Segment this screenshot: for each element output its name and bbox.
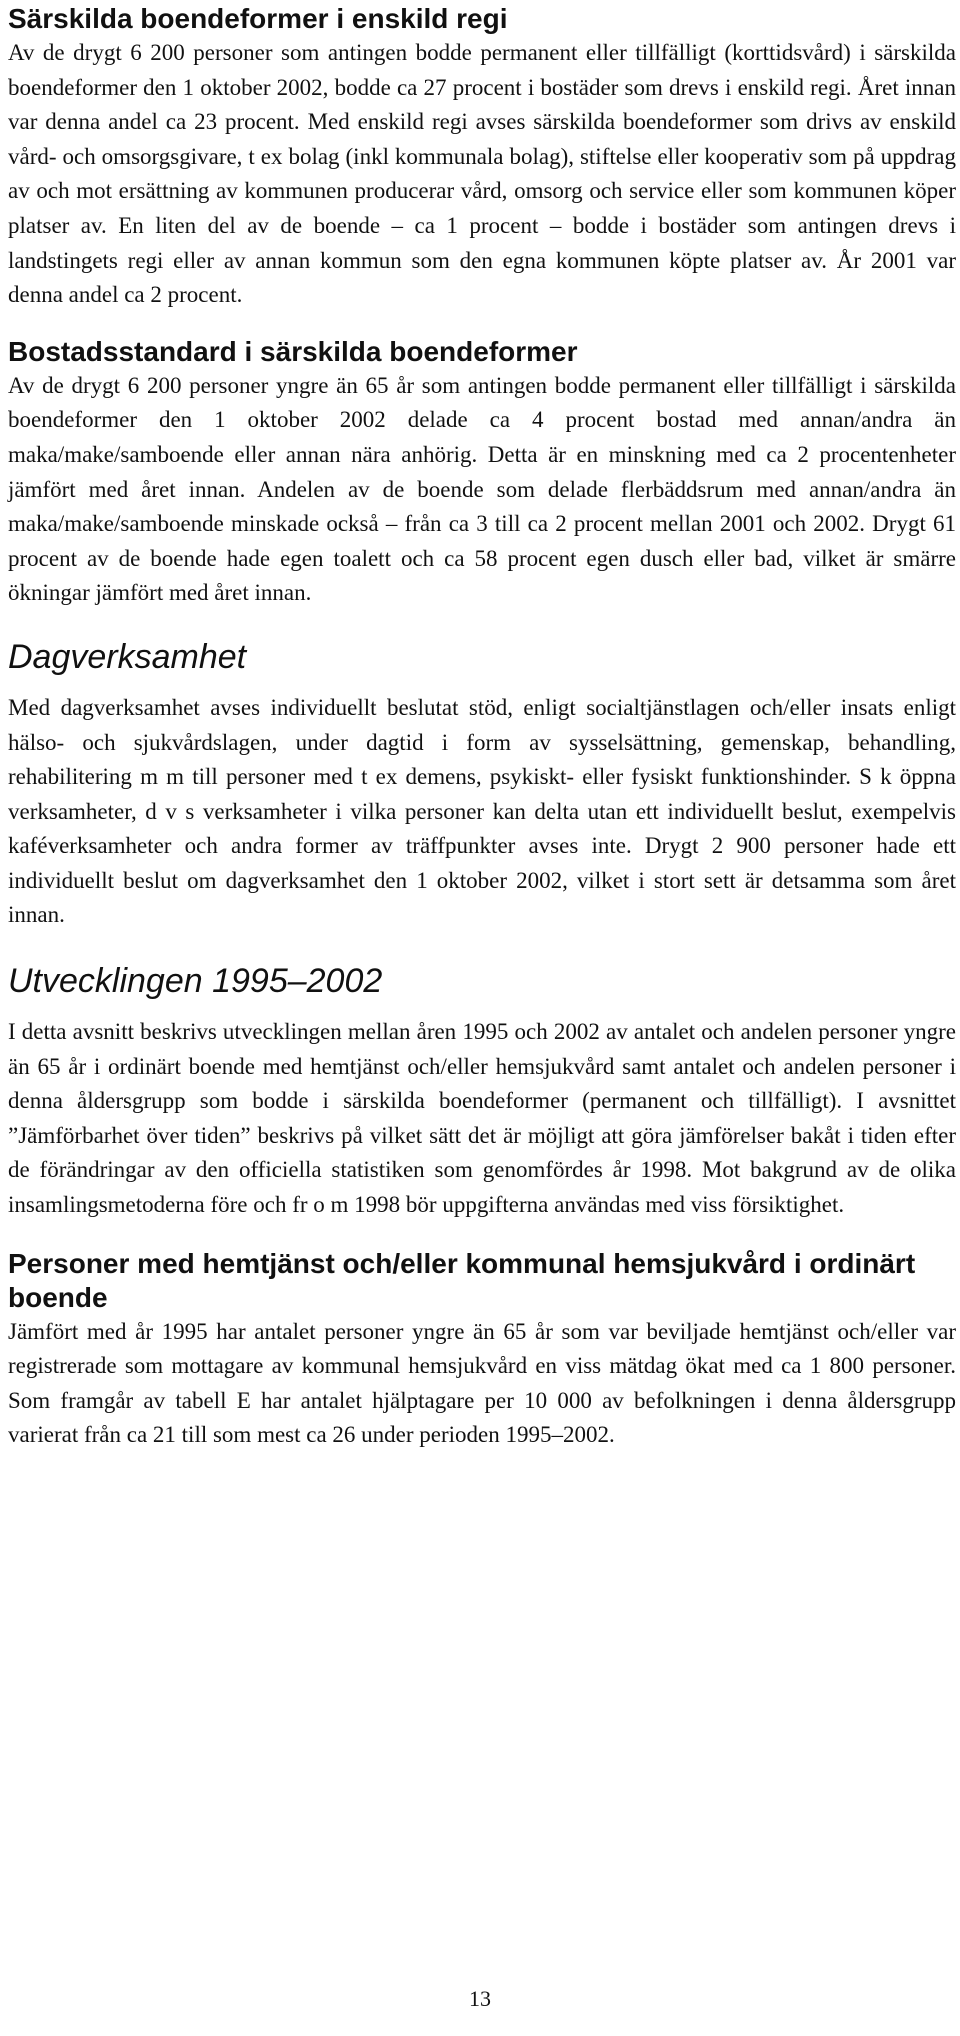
section-paragraph: Med dagverksamhet avses individuellt beslutat stöd, enligt socialtjänstlagen och/eller insats enligt hälso- och sjukvårdslagen, under dagtid i form av sysselsättning, gemenskap, behandling, rehabilitering m m till personer med t ex demens, psykiskt- eller fysiskt funktionshinder. S k öppna verksamheter, d v s verksamheter i vilka personer kan delta utan ett individuellt beslut, exempelvis kaféverksamheter och andra former av träffpunkter avses inte. Drygt 2 900 personer hade ett individuellt beslut om dagverksamhet den 1 oktober 2002, vilket i stort sett är detsamma som året innan.	[8, 694, 956, 928]
page-number: 13	[469, 1986, 491, 2011]
document-page	[8, 0, 956, 1453]
section-heading: Dagverksamhet	[8, 637, 247, 676]
section-paragraph: Jämfört med år 1995 har antalet personer yngre än 65 år som var beviljade hemtjänst och/eller var registrerade som mottagare av kommunal hemsjukvård en viss mätdag ökat med ca 1 800 personer. Som framgår av tabell E har antalet hjälptagare per 10 000 av befolkningen i denna åldersgrupp varierat från ca 21 till som mest ca 26 under perioden 1995–2002.	[8, 1318, 956, 1448]
section-personer-hemtjanst	[8, 1247, 956, 1453]
section-heading: Utvecklingen 1995–2002	[8, 962, 383, 1001]
section-utvecklingen	[8, 961, 956, 1223]
section-paragraph: I detta avsnitt beskrivs utvecklingen mellan åren 1995 och 2002 av antalet och andelen personer yngre än 65 år i ordinärt boende med hemtjänst och/eller hemsjukvård samt antalet och andelen personer i denna åldersgrupp som bodde i särskilda boendeformer (permanent och tillfälligt). I avsnittet ”Jämförbarhet över tiden” beskrivs på vilket sätt det är möjligt att göra jämförelser bakåt i tiden efter de förändringar av den officiella statistiken som genomfördes år 1998. Mot bakgrund av de olika insamlingsmetoderna före och fr o m 1998 bör uppgifterna användas med viss försiktighet.	[8, 1019, 956, 1218]
section-paragraph: Av de drygt 6 200 personer som antingen bodde permanent eller tillfälligt (korttidsvård) i särskilda boendeformer den 1 oktober 2002, bodde ca 27 procent i bostäder som drevs i enskild regi. Året innan var denna andel ca 23 procent. Med enskild regi avses särskilda boendeformer som drivs av enskild vård- och omsorgsgivare, t ex bolag (inkl kommunala bolag), stiftelse eller kooperativ som på uppdrag av och mot ersättning av kommunen producerar vård, omsorg och service eller som kommunen köper platser av. En liten del av de boende – ca 1 procent – bodde i bostäder som antingen drevs i landstingets regi eller av annan kommun som den egna kommunen köpte platser av. År 2001 var denna andel ca 2 procent.	[8, 40, 956, 308]
section-heading: Personer med hemtjänst och/eller kommunal hemsjukvård i ordinärt boende	[8, 1247, 916, 1313]
section-heading: Bostadsstandard i särskilda boendeformer	[8, 335, 578, 367]
section-sarskilda-boendeformer-enskild-regi	[8, 2, 956, 313]
section-paragraph: Av de drygt 6 200 personer yngre än 65 år som antingen bodde permanent eller tillfälligt i särskilda boendeformer den 1 oktober 2002 delade ca 4 procent bostad med annan/andra än maka/make/samboende eller annan nära anhörig. Detta är en minskning med ca 2 procentenheter jämfört med året innan. Andelen av de boende som delade flerbäddsrum med annan/andra än maka/make/samboende minskade också – från ca 3 till ca 2 procent mellan 2001 och 2002. Drygt 61 procent av de boende hade egen toalett och ca 58 procent egen dusch eller bad, vilket är smärre ökningar jämfört med året innan.	[8, 372, 956, 606]
section-dagverksamhet	[8, 637, 956, 933]
section-bostadsstandard	[8, 335, 956, 611]
section-heading: Särskilda boendeformer i enskild regi	[8, 3, 508, 34]
